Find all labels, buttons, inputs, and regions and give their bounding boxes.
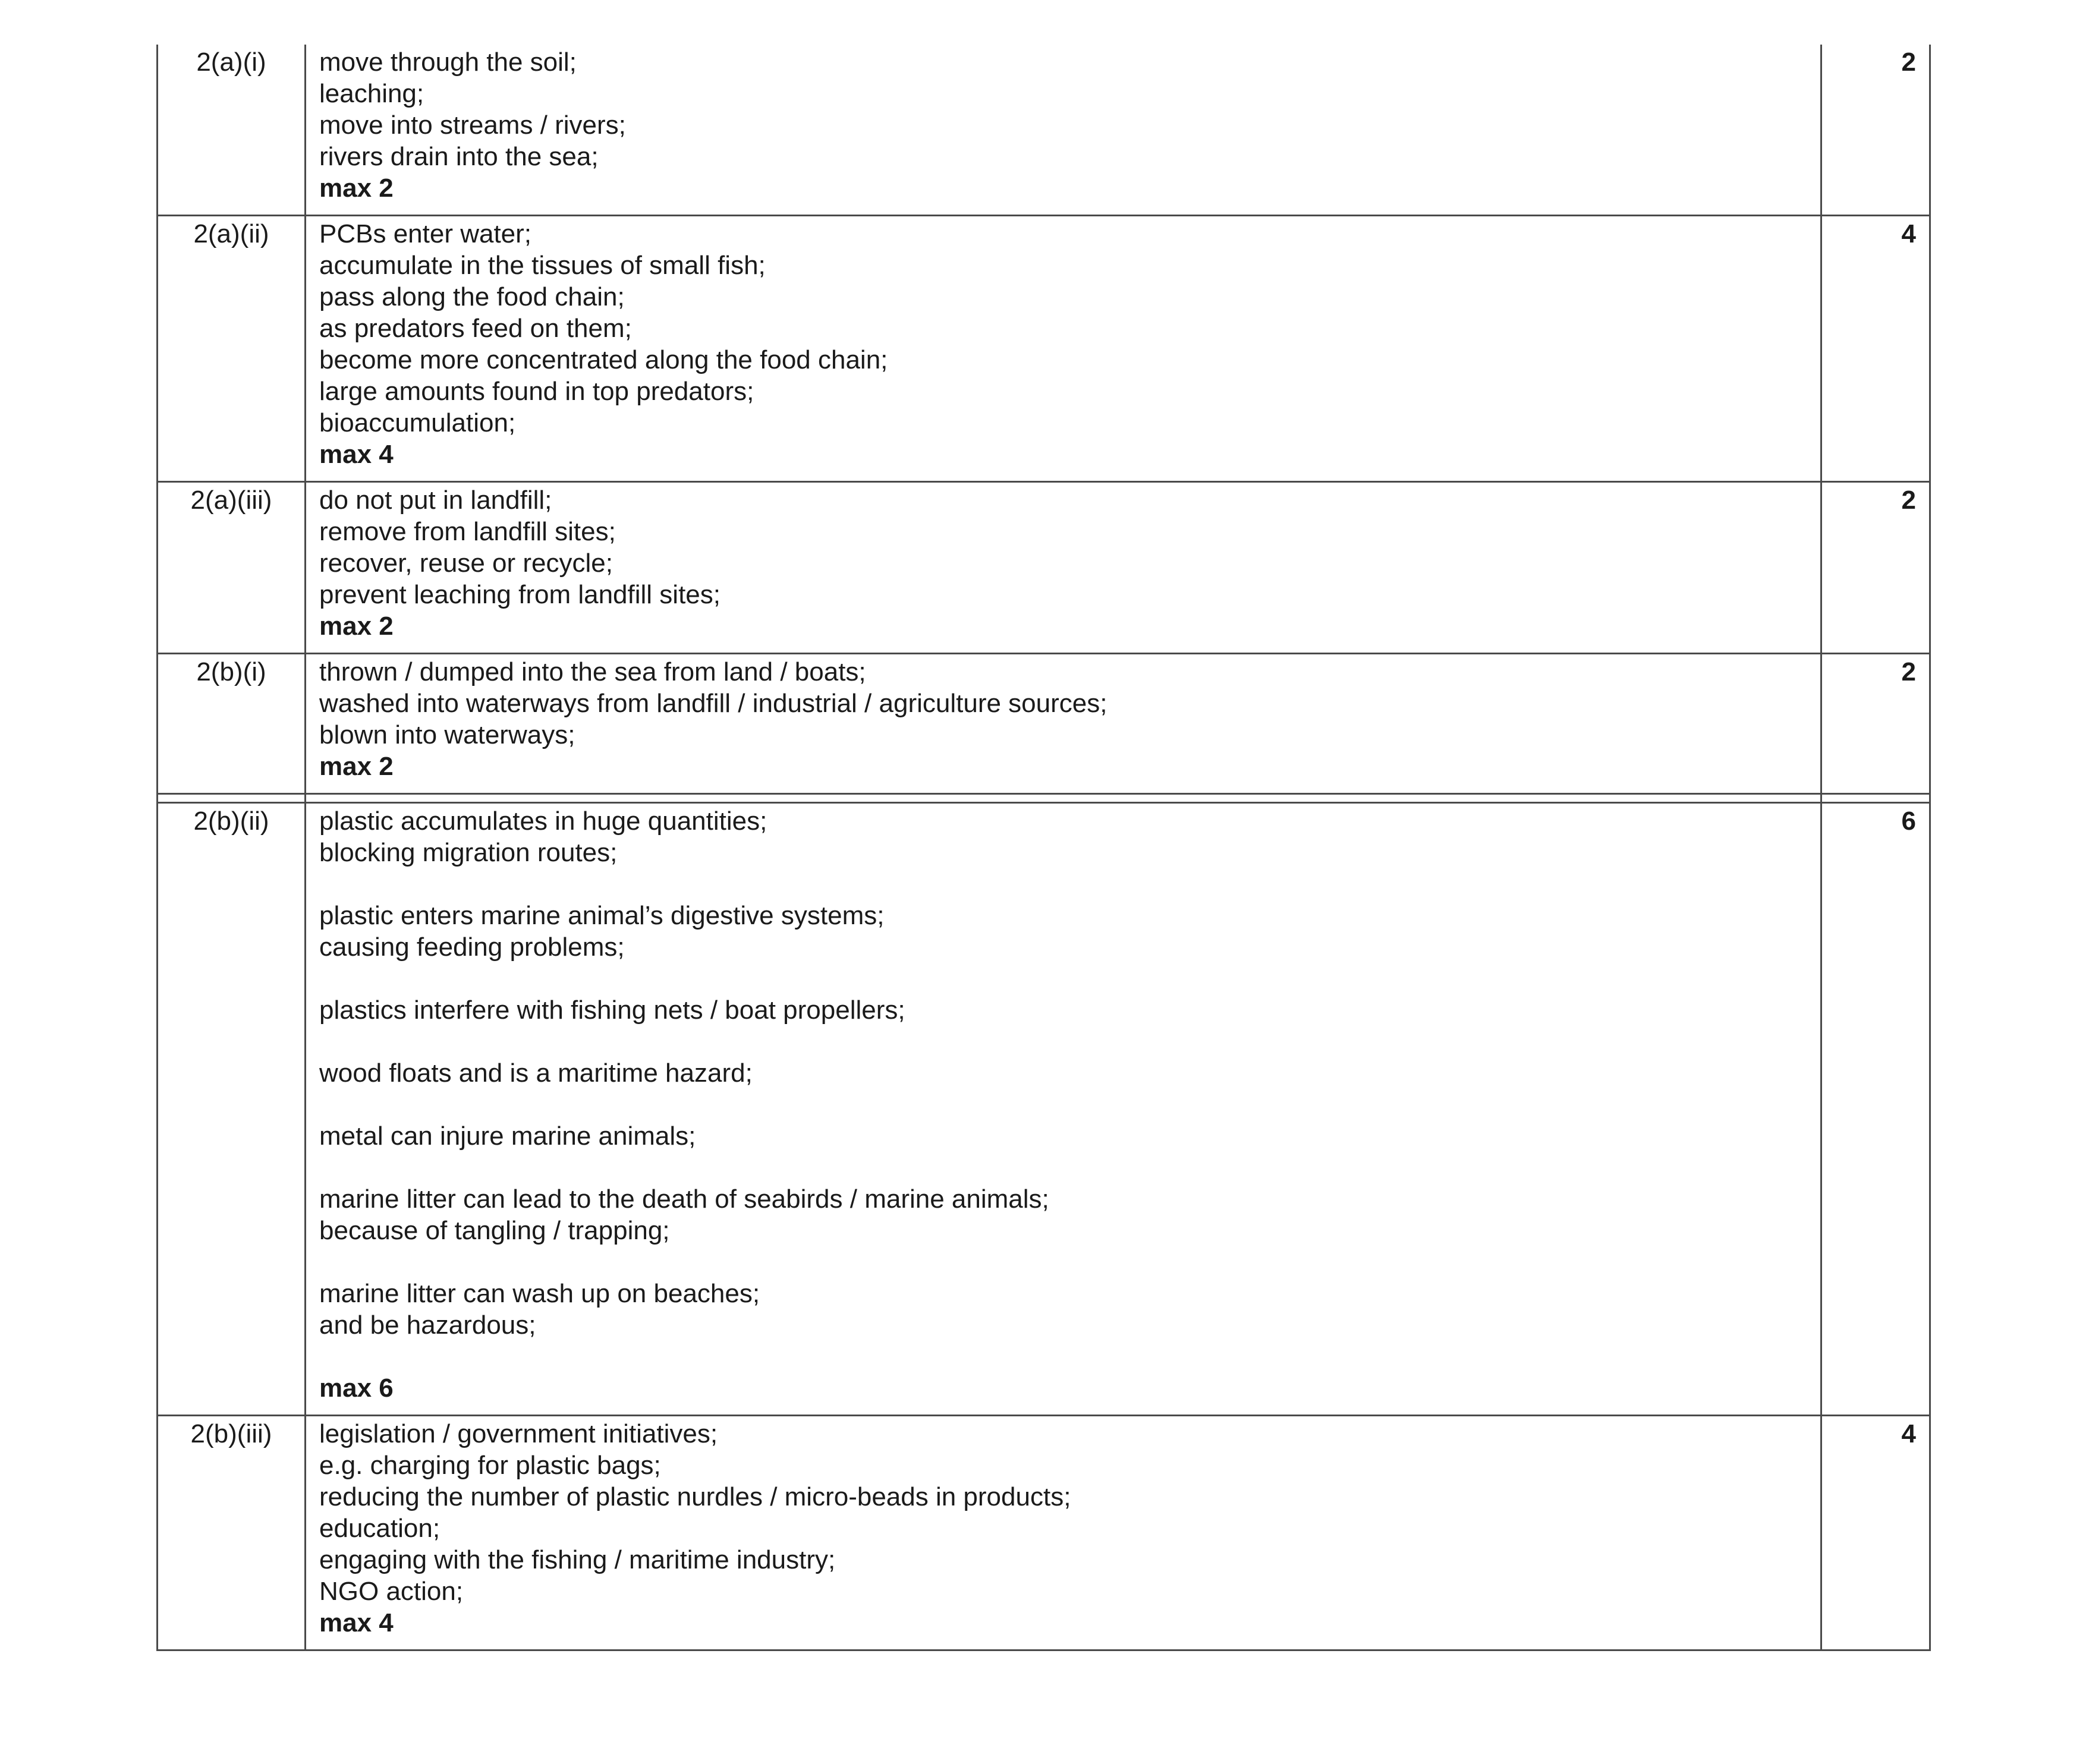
max-marks-note: max 2 bbox=[319, 612, 394, 641]
blank-line bbox=[319, 868, 1814, 900]
max-marks-note: max 6 bbox=[319, 1374, 394, 1403]
answer-line: legislation / government initiatives; bbox=[319, 1419, 718, 1448]
answer-line: large amounts found in top predators; bbox=[319, 377, 754, 406]
answer-line: marine litter can wash up on beaches; bbox=[319, 1279, 760, 1308]
question-number: 2(a)(ii) bbox=[158, 216, 306, 482]
table-row bbox=[158, 216, 1930, 482]
answer-line: education; bbox=[319, 1514, 441, 1543]
mark-scheme-table bbox=[156, 45, 1931, 1651]
answer-line: metal can injure marine animals; bbox=[319, 1122, 696, 1151]
separator-cell bbox=[158, 794, 306, 803]
answer-line: bioaccumulation; bbox=[319, 408, 516, 437]
blank-line bbox=[319, 1026, 1814, 1057]
answer-line: prevent leaching from landfill sites; bbox=[319, 580, 720, 609]
answer-line: leaching; bbox=[319, 79, 424, 108]
table-row bbox=[158, 803, 1930, 1416]
answer-line: plastic enters marine animal’s digestive systems; bbox=[319, 901, 885, 930]
answer-line: because of tangling / trapping; bbox=[319, 1216, 670, 1245]
blank-line bbox=[319, 1246, 1814, 1278]
answer-line: blown into waterways; bbox=[319, 720, 575, 749]
answer-line: blocking migration routes; bbox=[319, 838, 618, 867]
question-number: 2(b)(i) bbox=[158, 654, 306, 794]
max-marks-note: max 2 bbox=[319, 174, 394, 203]
blank-line bbox=[319, 1341, 1814, 1372]
answer-line: washed into waterways from landfill / industrial / agriculture sources; bbox=[319, 689, 1108, 718]
separator-cell bbox=[1821, 794, 1930, 803]
answer-line: e.g. charging for plastic bags; bbox=[319, 1451, 661, 1480]
answer-line: PCBs enter water; bbox=[319, 219, 532, 248]
answer-line: and be hazardous; bbox=[319, 1311, 536, 1340]
answer-line: plastics interfere with fishing nets / boat propellers; bbox=[319, 996, 905, 1025]
answer-line: wood floats and is a maritime hazard; bbox=[319, 1059, 753, 1088]
answer-line: rivers drain into the sea; bbox=[319, 142, 599, 171]
answer-line: NGO action; bbox=[319, 1577, 464, 1606]
table-row bbox=[158, 1416, 1930, 1650]
answer-cell bbox=[306, 654, 1821, 794]
marks-value: 6 bbox=[1821, 803, 1930, 1416]
question-number: 2(b)(iii) bbox=[158, 1416, 306, 1650]
marks-value: 2 bbox=[1821, 654, 1930, 794]
max-marks-note: max 4 bbox=[319, 1608, 394, 1637]
marks-value: 4 bbox=[1821, 1416, 1930, 1650]
answer-line: causing feeding problems; bbox=[319, 933, 625, 962]
answer-cell bbox=[306, 803, 1821, 1416]
table-row bbox=[158, 45, 1930, 216]
blank-line bbox=[319, 1152, 1814, 1183]
answer-line: move into streams / rivers; bbox=[319, 111, 626, 140]
table-row bbox=[158, 654, 1930, 794]
marks-value: 4 bbox=[1821, 216, 1930, 482]
answer-line: marine litter can lead to the death of seabirds / marine animals; bbox=[319, 1185, 1049, 1214]
blank-line bbox=[319, 963, 1814, 994]
table-separator-row bbox=[158, 794, 1930, 803]
answer-line: as predators feed on them; bbox=[319, 314, 632, 343]
question-number: 2(a)(iii) bbox=[158, 482, 306, 654]
marks-value: 2 bbox=[1821, 45, 1930, 216]
answer-line: remove from landfill sites; bbox=[319, 517, 616, 546]
blank-line bbox=[319, 1089, 1814, 1120]
answer-cell bbox=[306, 45, 1821, 216]
answer-line: engaging with the fishing / maritime industry; bbox=[319, 1545, 836, 1574]
table-row bbox=[158, 482, 1930, 654]
separator-cell bbox=[306, 794, 1821, 803]
answer-line: plastic accumulates in huge quantities; bbox=[319, 807, 767, 836]
answer-line: thrown / dumped into the sea from land / boats; bbox=[319, 657, 866, 686]
answer-line: become more concentrated along the food chain; bbox=[319, 345, 888, 374]
answer-cell bbox=[306, 482, 1821, 654]
question-number: 2(b)(ii) bbox=[158, 803, 306, 1416]
answer-line: move through the soil; bbox=[319, 48, 577, 77]
answer-line: do not put in landfill; bbox=[319, 486, 552, 515]
max-marks-note: max 2 bbox=[319, 752, 394, 781]
answer-line: accumulate in the tissues of small fish; bbox=[319, 251, 766, 280]
answer-cell bbox=[306, 216, 1821, 482]
answer-line: pass along the food chain; bbox=[319, 282, 625, 311]
answer-line: recover, reuse or recycle; bbox=[319, 549, 613, 578]
marks-value: 2 bbox=[1821, 482, 1930, 654]
answer-line: reducing the number of plastic nurdles / micro-beads in products; bbox=[319, 1482, 1071, 1511]
question-number: 2(a)(i) bbox=[158, 45, 306, 216]
max-marks-note: max 4 bbox=[319, 440, 394, 469]
answer-cell bbox=[306, 1416, 1821, 1650]
